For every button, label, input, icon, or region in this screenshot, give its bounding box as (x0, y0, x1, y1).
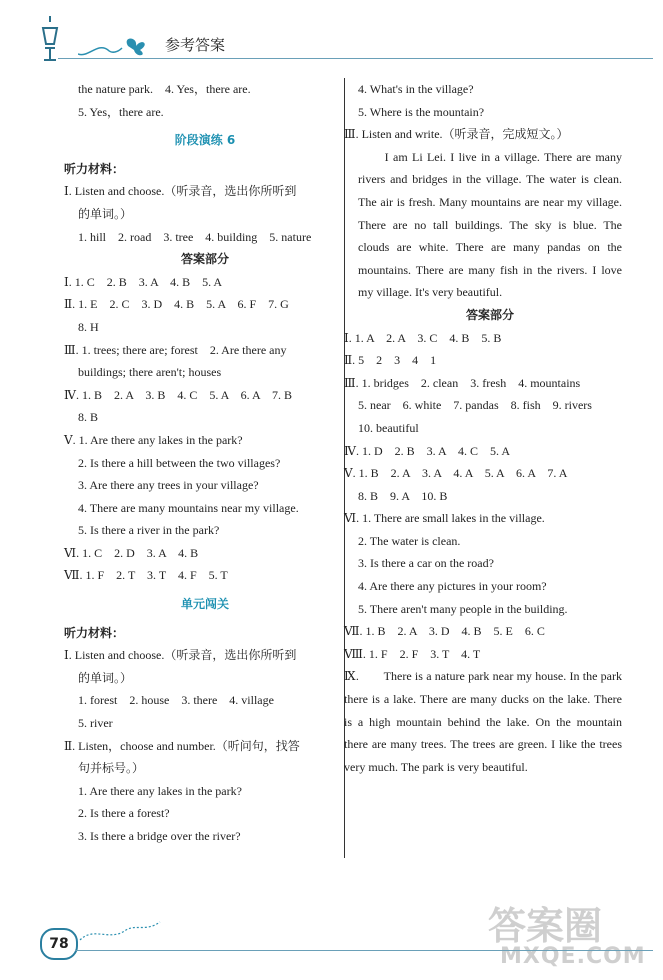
left-line-32: 3. Is there a bridge over the river? (78, 829, 241, 843)
lamp-icon (35, 14, 65, 64)
right-line-16: 4. Are there any pictures in your room? (358, 579, 547, 594)
right-column (344, 78, 622, 778)
left-line-16: 2. Is there a hill between the two villages? (78, 455, 281, 470)
watermark-url: MXQE.COM (500, 944, 646, 969)
left-line-11: Ⅲ. 1. trees; there are; forest 2. Are there any (64, 342, 287, 357)
right-line-10: Ⅳ. 1. D 2. B 3. A 4. C 5. A (344, 443, 511, 458)
footer-rule (75, 950, 653, 951)
right-line-12: 8. B 9. A 10. B (358, 488, 448, 503)
left-line-10: 8. H (78, 319, 99, 334)
left-line-9: Ⅱ. 1. E 2. C 3. D 4. B 5. A 6. F 7. G (64, 297, 289, 312)
right-line-19: Ⅷ. 1. F 2. F 3. T 4. T (344, 646, 481, 661)
right-line-14: 2. The water is clean. (358, 533, 461, 548)
left-line-5: 的单词。） (78, 206, 133, 221)
right-line-13: Ⅵ. 1. There are small lakes in the village. (344, 511, 545, 526)
right-line-0: 4. What's in the village? (358, 82, 474, 96)
left-line-22: 单元闯关 (180, 597, 229, 612)
left-line-23: 听力材料： (64, 625, 125, 640)
right-line-5: Ⅰ. 1. A 2. A 3. C 4. B 5. B (344, 330, 502, 345)
right-line-20: Ⅸ. There is a nature park near my house. In the park there is a lake. There are many ducks on the lake. There is a high mountain behind the lake. On the mountain there are many trees. The trees are green. I like the trees very much. The park is very beautiful. (344, 669, 622, 774)
left-line-15: Ⅴ. 1. Are there any lakes in the park? (64, 432, 243, 447)
left-line-2: 阶段演练 6 (174, 133, 236, 148)
right-line-2: Ⅲ. Listen and write.（听录音，完成短文。） (344, 127, 569, 142)
left-line-4: Ⅰ. Listen and choose.（听录音，选出你所听到 (64, 184, 297, 199)
right-line-9: 10. beautiful (358, 420, 419, 435)
left-line-30: 1. Are there any lakes in the park? (78, 783, 242, 798)
left-line-6: 1. hill 2. road 3. tree 4. building 5. nature (78, 229, 312, 244)
left-line-21: Ⅶ. 1. F 2. T 3. T 4. F 5. T (64, 568, 228, 583)
left-line-1: 5. Yes，there are. (78, 104, 164, 119)
page-title: 参考答案 (165, 36, 226, 54)
page-header (0, 0, 663, 70)
left-line-14: 8. B (78, 410, 99, 425)
left-line-8: Ⅰ. 1. C 2. B 3. A 4. B 5. A (64, 274, 223, 289)
left-line-3: 听力材料： (64, 161, 125, 176)
left-line-27: 5. river (78, 716, 113, 731)
left-line-26: 1. forest 2. house 3. there 4. village (78, 693, 274, 708)
right-line-15: 3. Is there a car on the road? (358, 556, 494, 571)
left-line-25: 的单词。） (78, 670, 133, 685)
left-line-17: 3. Are there any trees in your village? (78, 478, 259, 493)
left-line-29: 句并标号。） (78, 761, 145, 776)
header-rule (58, 58, 653, 59)
right-line-17: 5. There aren't many people in the building. (358, 601, 568, 616)
right-line-3: I am Li Lei. I live in a village. There are many rivers and bridges in the village. The water is clean. The air is fresh. Many mountains are near my village. There are no tall buildings. The sky is blue. The clouds are white. There are many pandas on the mountains. There are many fish in the rivers. I love my village. It's very beautiful. (358, 149, 622, 300)
left-column (64, 78, 332, 848)
right-line-4: 答案部分 (465, 307, 514, 322)
left-line-18: 4. There are many mountains near my village. (78, 500, 299, 515)
right-line-18: Ⅶ. 1. B 2. A 3. D 4. B 5. E 6. C (344, 624, 545, 639)
left-line-28: Ⅱ. Listen，choose and number.（听问句，找答 (64, 738, 300, 753)
left-line-19: 5. Is there a river in the park? (78, 523, 220, 538)
right-line-8: 5. near 6. white 7. pandas 8. fish 9. rivers (358, 398, 592, 413)
left-line-12: buildings; there aren't; houses (78, 365, 222, 380)
left-line-20: Ⅵ. 1. C 2. D 3. A 4. B (64, 545, 199, 560)
right-line-11: Ⅴ. 1. B 2. A 3. A 4. A 5. A 6. A 7. A (344, 466, 568, 481)
left-line-13: Ⅳ. 1. B 2. A 3. B 4. C 5. A 6. A 7. B (64, 387, 293, 402)
page-number: 78 (40, 928, 78, 960)
right-line-7: Ⅲ. 1. bridges 2. clean 3. fresh 4. mountains (344, 375, 581, 390)
left-line-24: Ⅰ. Listen and choose.（听录音，选出你所听到 (64, 648, 297, 663)
left-line-31: 2. Is there a forest? (78, 806, 170, 821)
left-line-0: the nature park. 4. Yes，there are. (78, 82, 251, 96)
vine-icon (76, 918, 166, 942)
right-line-1: 5. Where is the mountain? (358, 104, 485, 119)
right-line-6: Ⅱ. 5 2 3 4 1 (344, 353, 437, 368)
left-line-7: 答案部分 (180, 252, 229, 267)
watermark-main: 答案圈 (488, 904, 603, 948)
